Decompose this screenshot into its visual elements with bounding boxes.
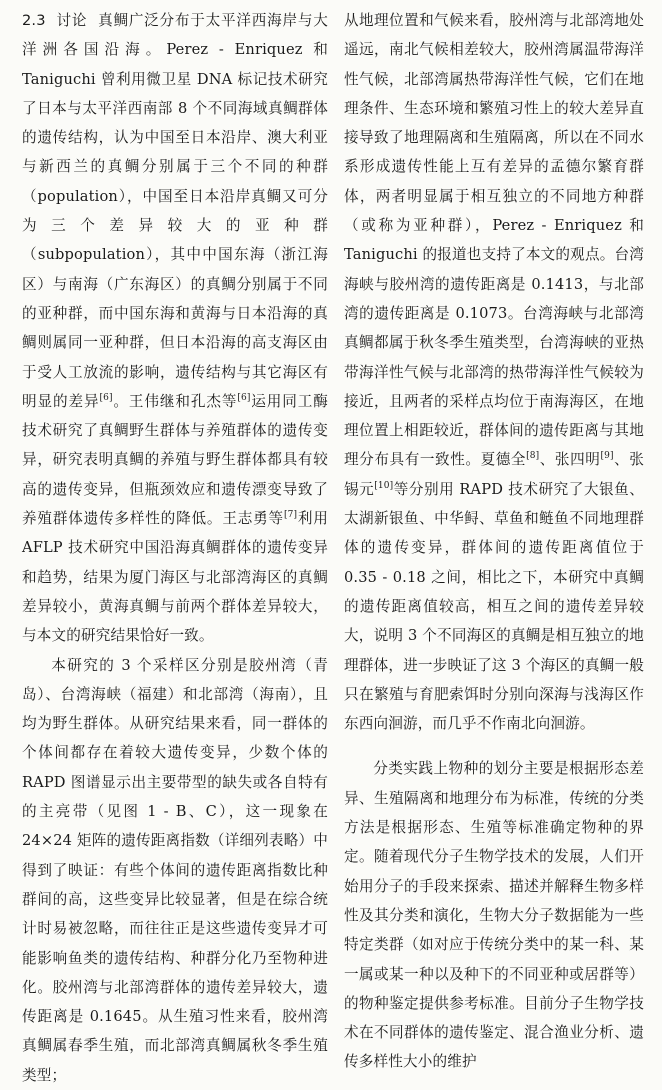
paragraph-text: 、张锡元	[344, 451, 644, 498]
paragraph-text: 真鲷广泛分布于太平洋西海岸与大洋洲各国沿海。Perez - Enriquez 和 Taniguchi 曾利用微卫星 DNA 标记技术研究了日本与太平洋西南部 8 个不同海域真鲷群体的遗传结构，认为中国至日本沿岸、澳大利亚与新西兰的真鲷分别属于三个不同的种群（population），中国至日本沿岸真鲷又可分为三个差异较大的亚种群（subpopulation），其中中国东海（浙江海区）与南海（广东海区）的真鲷分别属于不同的亚种群，而中国东海和黄海与日本沿海的真鲷则属同一亚种群，但日本沿海的高支海区由于受人工放流的影响，遗传结构与其它海区有明显的差异	[22, 12, 328, 410]
discussion-paragraph-4: 分类实践上物种的划分主要是根据形态差异、生殖隔离和地理分布为标准，传统的分类方法是根据形态、生殖等标准确定物种的界定。随着现代分子生物学技术的发展，人们开始用分子的手段来探索、描述并解释生物多样性及其分类和演化，生物大分子数据能为一些特定类群（如对应于传统分类中的某一科、某一属或某一种以及种下的不同亚种或居群等）的物种鉴定提供参考标准。目前分子生物学技术在不同群体的遗传鉴定、混合渔业分析、遗传多样性大小的维护	[344, 760, 644, 1071]
section-title: 讨论	[56, 12, 88, 29]
citation-ref-7: [7]	[283, 510, 298, 521]
citation-ref-9: [9]	[600, 451, 614, 462]
section-number: 2.3	[22, 12, 46, 29]
paragraph-text: 利用 AFLP 技术研究中国沿海真鲷群体的遗传变异和趋势，结果为厦门海区与北部湾海区的真鲷差异较小，黄海真鲷与前两个群体差异较大，与本文的研究结果恰好一致。	[22, 510, 328, 645]
paragraph-text: 。王伟继和孔杰等	[112, 392, 238, 410]
citation-ref-10: [10]	[374, 480, 394, 491]
paragraph-text: 等分别用 RAPD 技术研究了大银鱼、太湖新银鱼、中华鲟、草鱼和鲢鱼不同地理群体的遗传变异，群体间的遗传距离值位于 0.35 - 0.18 之间，相比之下，本研究中真鲷的遗传距离值较高，相互之间的遗传差异较大，说明 3 个不同海区的真鲷是相互独立的地理群体，进一步映证了这 3 个海区的真鲷一般只在繁殖与育肥索饵时分别向深海与浅海区作东西向洄游，而几乎不作南北向洄游。	[344, 480, 644, 733]
discussion-paragraph-1	[22, 6, 328, 651]
right-column	[344, 6, 644, 1077]
paragraph-text: 、张四明	[539, 451, 601, 469]
paragraph-text: 从地理位置和气候来看，胶州湾与北部湾地处遥远，南北气候相差较大，胶州湾属温带海洋性气候，北部湾属热带海洋性气候，它们在地理条件、生态环境和繁殖习性上的较大差异直接导致了地理隔离和生殖隔离，所以在不同水系形成遗传性能上互有差异的孟德尔繁育群体，两者明显属于相互独立的不同地方种群（或称为亚种群），Perez - Enriquez 和 Taniguchi 的报道也支持了本文的观点。台湾海峡与胶州湾的遗传距离是 0.1413，与北部湾的遗传距离是 0.1073。台湾海峡与北部湾真鲷都属于秋冬季生殖类型，台湾海峡的亚热带海洋性气候与北部湾的热带海洋性气候较为接近，且两者的采样点均位于南海海区，在地理位置上相距较近，群体间的遗传距离与其地理分布具有一致性。夏德全	[344, 12, 644, 469]
discussion-paragraph-3	[344, 6, 644, 738]
citation-ref-6: [6]	[99, 393, 113, 403]
paragraph-text: 运用同工酶技术研究了真鲷野生群体与养殖群体的遗传变异，研究表明真鲷的养殖与野生群体都具有较高的遗传变异，但瓶颈效应和遗传漂变导致了养殖群体遗传多样性的降低。王志勇等	[22, 392, 328, 528]
discussion-paragraph-2: 本研究的 3 个采样区分别是胶州湾（青岛）、台湾海峡（福建）和北部湾（海南），且均为野生群体。从研究结果来看，同一群体的个体间都存在着较大遗传变异，少数个体的 RAPD 图谱显示出主要带型的缺失或各自特有的主亮带（见图 1 - B、C），这一现象在 24×24 矩阵的遗传距离指数（详细列表略）中得到了映证：有些个体间的遗传距离指数比种群间的高，这些变异比较显著，但是在综合统计时易被忽略，而往往正是这些遗传变异才可能影响鱼类的遗传结构、种群分化乃至物种进化。胶州湾与北部湾群体的遗传差异较大，遗传距离是 0.1645。从生殖习性来看，胶州湾真鲷属春季生殖，而北部湾真鲷属秋冬季生殖类型；	[22, 656, 328, 1084]
left-column	[22, 6, 328, 1090]
citation-ref-8: [8]	[526, 451, 540, 462]
section-heading	[22, 12, 87, 29]
citation-ref-6: [6]	[237, 393, 251, 403]
